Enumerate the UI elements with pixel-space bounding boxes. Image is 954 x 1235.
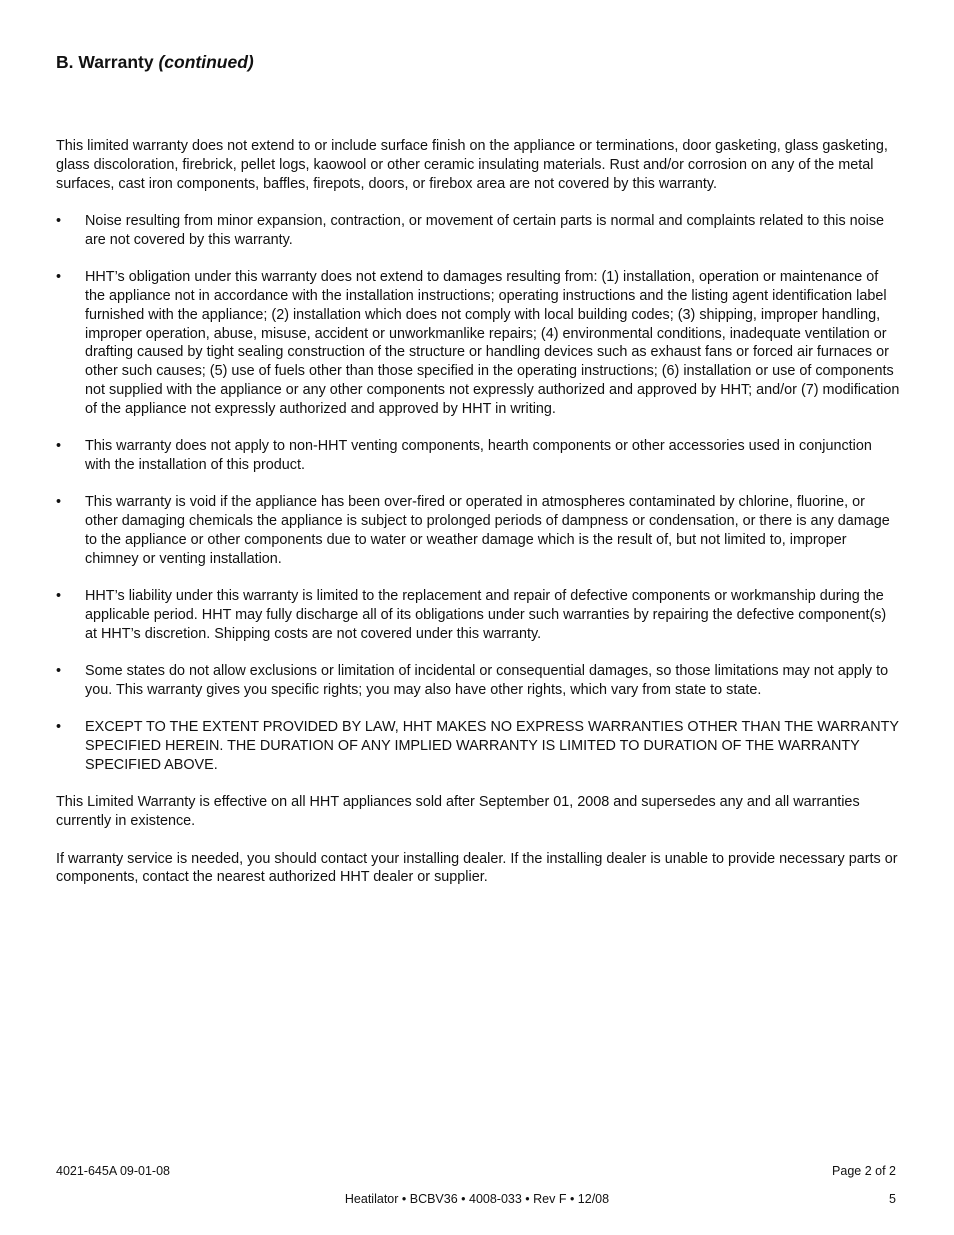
bullet-icon: • (56, 588, 62, 604)
list-item (56, 493, 901, 568)
list-item-text: EXCEPT TO THE EXTENT PROVIDED BY LAW, HHT MAKES NO EXPRESS WARRANTIES OTHER THAN THE WARRANTY SPECIFIED HEREIN. THE DURATION OF ANY IMPLIED WARRANTY IS LIMITED TO DURATION OF THE WARRANTY SPECIFIED ABOVE. (85, 719, 899, 773)
bullet-icon: • (56, 494, 62, 511)
bullet-icon: • (56, 438, 62, 454)
list-item-text: Some states do not allow exclusions or limitation of incidental or consequential damages, so those limitations may not apply to you. This warranty gives you specific rights; you may also have other rights, which vary from state to state. (85, 663, 889, 698)
list-item (56, 268, 901, 418)
warranty-body (56, 137, 901, 906)
effective-date-paragraph: This Limited Warranty is effective on all HHT appliances sold after September 01, 2008 and supersedes any and all warranties currently in existence. (56, 794, 860, 829)
list-item (56, 662, 901, 700)
service-paragraph: If warranty service is needed, you should contact your installing dealer. If the installing dealer is unable to provide necessary parts or components, contact the nearest authorized HHT dealer or supplier. (56, 850, 898, 886)
intro-paragraph: This limited warranty does not extend to or include surface finish on the appliance or terminations, door gasketing, glass gasketing, glass discoloration, firebrick, pellet logs, kaowool or other ceramic insulating materials. Rust and/or corrosion on any of the metal surfaces, cast iron components, baffles, firepots, doors, or firebox area are not covered by this warranty. (56, 138, 888, 192)
bullet-icon: • (56, 663, 62, 679)
list-item (56, 437, 901, 475)
section-title-text: B. Warranty (56, 52, 154, 72)
list-item-text: HHT’s liability under this warranty is limited to the replacement and repair of defective components or workmanship during the applicable period. HHT may fully discharge all of its obligations under such warranties by repairing the defective component(s) at HHT’s discretion. Shipping costs are not covered under this warranty. (85, 588, 887, 642)
footer-doc-code: 4021-645A 09-01-08 (56, 1164, 170, 1178)
warranty-exclusions-list (56, 212, 901, 775)
section-title (56, 52, 254, 73)
list-item-text: This warranty does not apply to non-HHT venting components, hearth components or other accessories used in conjunction with the installation of this product. (85, 438, 872, 473)
footer-manual-info: Heatilator • BCBV36 • 4008-033 • Rev F • 12/08 (344, 1192, 610, 1206)
list-item-text: HHT’s obligation under this warranty does not extend to damages resulting from: (1) installation, operation or maintenance of the appliance not in accordance with the installation instructions; operating instructions and the listing agent identification label furnished with the appliance; (2) installation which does not comply with local building codes; (3) shipping, improper handling, improper operation, abuse, misuse, accident or unworkmanlike repairs; (4) environmental conditions, inadequate ventilation or drafting caused by tight sealing construction of the structure or handling devices such as exhaust fans or forced air furnaces or other such causes; (5) use of fuels other than those specified in the operating instructions; (6) installation or use of components not supplied with the appliance or any other components not expressly authorized and approved by HHT; and/or (7) modification of the appliance not expressly authorized and approved by HHT in writing. (85, 269, 900, 417)
bullet-icon: • (56, 213, 62, 229)
page-number: 5 (889, 1192, 896, 1206)
section-title-suffix: (continued) (158, 52, 254, 72)
bullet-icon: • (56, 719, 62, 736)
list-item-text: Noise resulting from minor expansion, contraction, or movement of certain parts is normal and complaints related to this noise are not covered by this warranty. (85, 213, 885, 248)
list-item (56, 587, 901, 643)
list-item-text: This warranty is void if the appliance has been over-fired or operated in atmospheres contaminated by chlorine, fluorine, or other damaging chemicals the appliance is subject to prolonged periods of dampness or condensation, or there is any damage to the appliance or other components due to water or weather damage which is the result of, but not limited to, improper chimney or venting installation. (85, 494, 890, 567)
list-item (56, 718, 901, 774)
bullet-icon: • (56, 269, 62, 286)
footer-page-of: Page 2 of 2 (832, 1164, 896, 1178)
list-item (56, 212, 901, 250)
